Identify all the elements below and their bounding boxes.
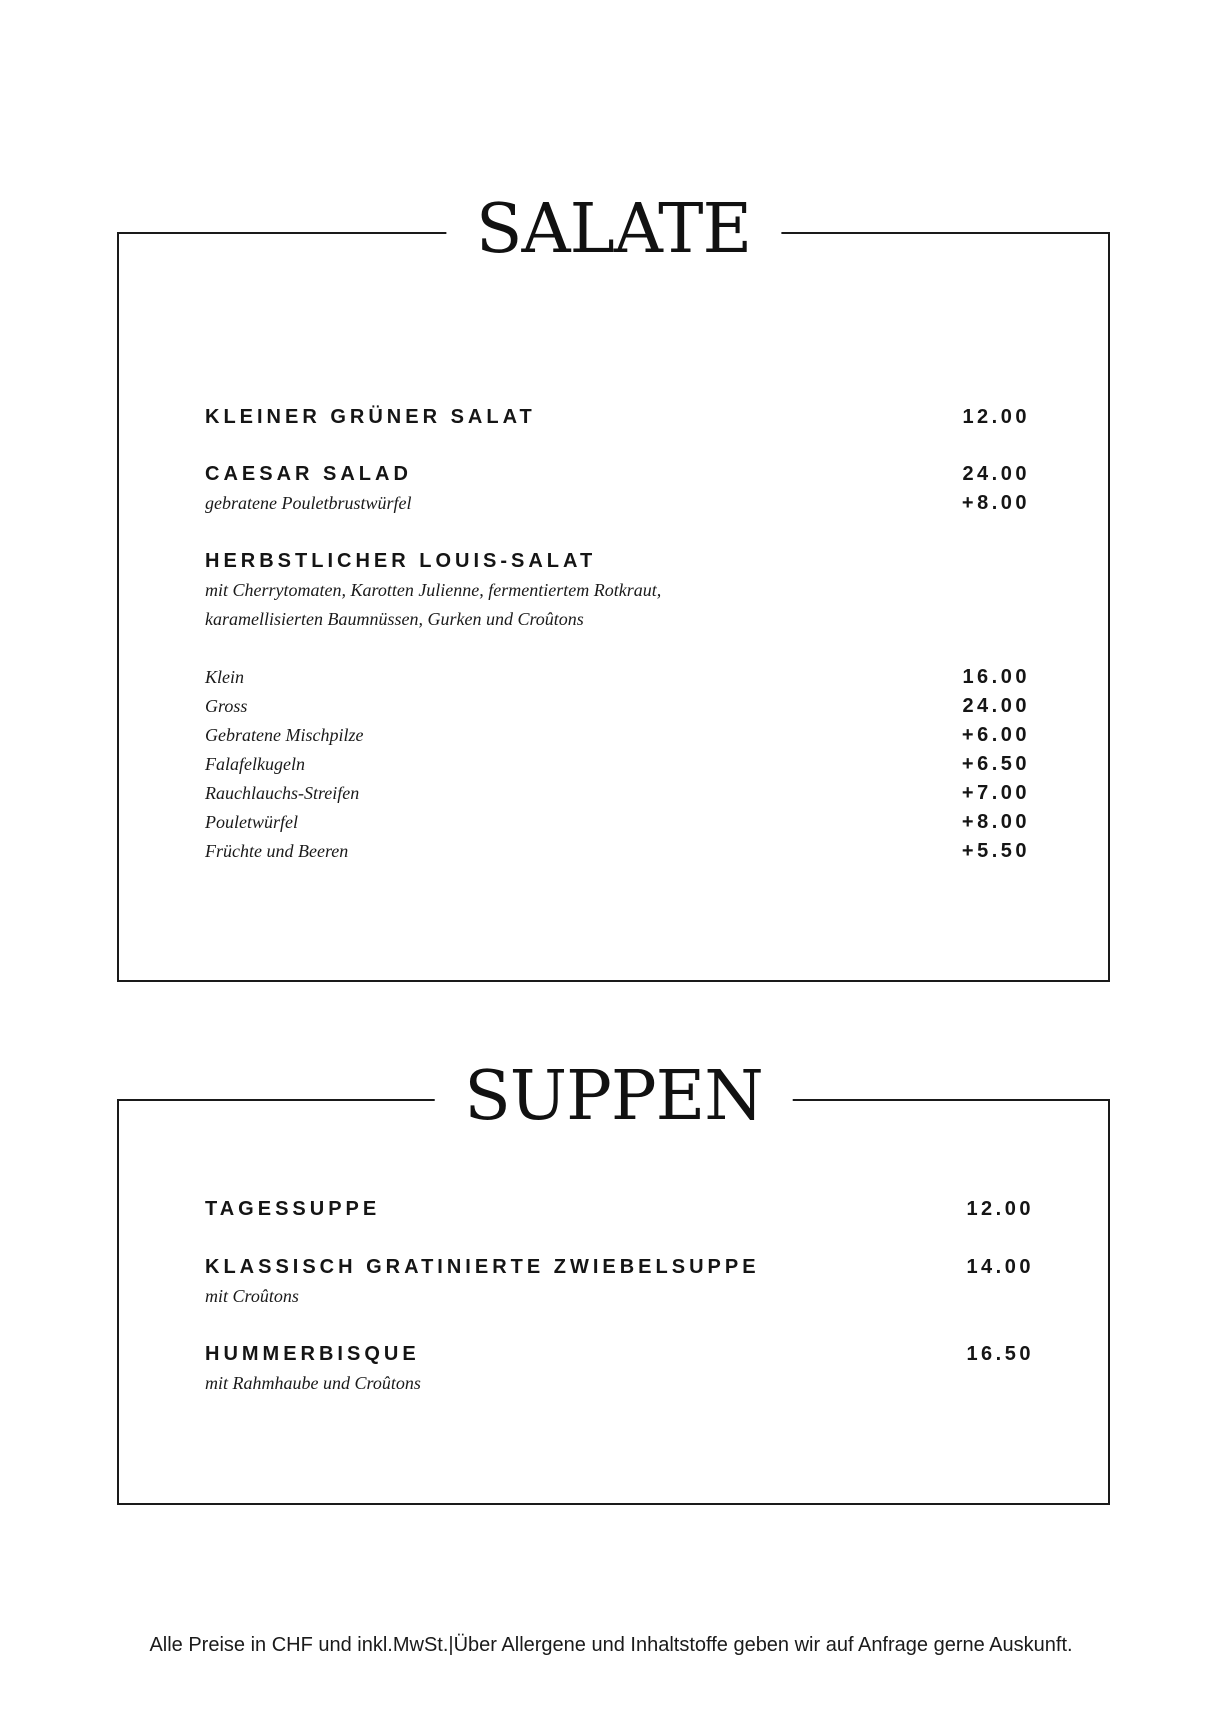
dish-description: mit Croûtons	[205, 1286, 299, 1306]
dish-name: TAGESSUPPE	[205, 1198, 381, 1220]
menu-item-kleiner-gruener-salat	[205, 406, 1030, 429]
salad-option-row	[205, 782, 1030, 805]
option-price: +7.00	[961, 782, 1030, 804]
dish-price: 16.50	[966, 1343, 1034, 1365]
option-label: Gebratene Mischpilze	[205, 725, 364, 745]
dish-price: 12.00	[962, 406, 1030, 428]
extra-price: +8.00	[961, 492, 1030, 514]
dish-name: HERBSTLICHER LOUIS-SALAT	[205, 550, 597, 572]
price-disclaimer-footer: Alle Preise in CHF und inkl.MwSt.|Über Allergene und Inhaltstoffe geben wir auf Anfrage gerne Auskunft.	[149, 1634, 1073, 1656]
dish-name: HUMMERBISQUE	[205, 1343, 420, 1365]
menu-item-hummerbisque	[205, 1343, 1034, 1366]
dish-description-line: karamellisierten Baumnüssen, Gurken und Croûtons	[205, 609, 584, 629]
dish-name: CAESAR SALAD	[205, 463, 412, 485]
option-price: +6.00	[961, 724, 1030, 746]
dish-name: KLEINER GRÜNER SALAT	[205, 406, 536, 428]
option-label: Rauchlauchs-Streifen	[205, 783, 360, 803]
dish-price: 12.00	[966, 1198, 1034, 1220]
option-label: Falafelkugeln	[205, 754, 305, 774]
option-label: Pouletwürfel	[205, 812, 298, 832]
option-label: Klein	[205, 667, 244, 687]
dish-price: 24.00	[962, 463, 1030, 485]
option-price: 24.00	[962, 695, 1030, 717]
salate-section-frame	[117, 190, 1110, 982]
menu-item-herbstlicher-louis-salat	[205, 550, 1030, 573]
dish-description: gebratene Pouletbrustwürfel	[205, 493, 412, 513]
salad-option-row	[205, 695, 1030, 718]
menu-item-caesar-salad	[205, 463, 1030, 486]
menu-item-zwiebelsuppe	[205, 1256, 1034, 1279]
menu-item-caesar-salad-extra	[205, 492, 1030, 515]
salad-option-row	[205, 666, 1030, 689]
suppen-title: SUPPEN	[434, 1063, 793, 1131]
salad-option-row	[205, 811, 1030, 834]
option-price: +5.50	[961, 840, 1030, 862]
salad-option-row	[205, 840, 1030, 863]
salad-option-row	[205, 753, 1030, 776]
dish-description-line: mit Cherrytomaten, Karotten Julienne, fermentiertem Rotkraut,	[205, 580, 662, 600]
option-label: Gross	[205, 696, 248, 716]
menu-item-tagessuppe	[205, 1198, 1034, 1221]
option-price: +8.00	[961, 811, 1030, 833]
option-label: Früchte und Beeren	[205, 841, 349, 861]
option-price: +6.50	[961, 753, 1030, 775]
option-price: 16.00	[962, 666, 1030, 688]
salad-option-row	[205, 724, 1030, 747]
dish-description: mit Rahmhaube und Croûtons	[205, 1373, 421, 1393]
dish-name: KLASSISCH GRATINIERTE ZWIEBELSUPPE	[205, 1256, 760, 1278]
salate-title: SALATE	[446, 196, 781, 264]
dish-price: 14.00	[966, 1256, 1034, 1278]
